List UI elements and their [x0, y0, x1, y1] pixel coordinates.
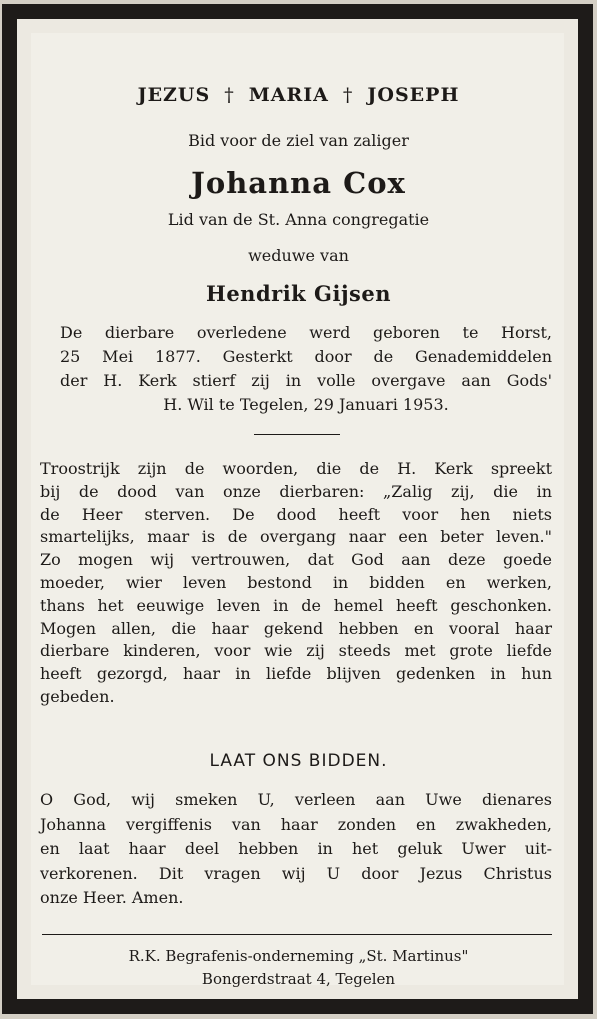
husband-name: Hendrik Gijsen — [205, 281, 392, 306]
prayer-line: verkorenen. Dit vragen wij U door Jezus Christus — [40, 863, 552, 883]
biography — [60, 321, 552, 417]
consolation-line: moeder, wier leven bestond in bidden en werken, — [40, 572, 552, 592]
header-word-jezus: JEZUS — [137, 84, 211, 106]
consolation-line: bij de dood van onze dierbaren: „Zalig zij, die in — [40, 481, 552, 501]
consolation-line: heeft gezorgd, haar in liefde blijven gedenken in hun — [40, 664, 552, 684]
consolation-line: Mogen allen, die haar gekend hebben en vooral haar — [40, 618, 552, 638]
footer-divider — [42, 934, 552, 935]
consolation-line: Troostrijk zijn de woorden, die de H. Kerk spreekt — [40, 459, 552, 478]
holy-family-header — [0, 84, 597, 106]
biography-line: De dierbare overledene werd geboren te Horst, — [60, 323, 552, 342]
header-word-joseph: JOSEPH — [367, 84, 460, 106]
prayer-line: onze Heer. Amen. — [40, 888, 184, 907]
funeral-company: R.K. Begrafenis-onderneming „St. Martinus" — [128, 947, 469, 965]
widow-of-line: weduwe van — [248, 246, 349, 265]
biography-line: 25 Mei 1877. Gesterkt door de Genademiddelen — [60, 347, 552, 366]
consolation-line: de Heer sterven. De dood heeft voor hen niets — [40, 504, 552, 524]
prayer-line: O God, wij smeken U, verleen aan Uwe dienares — [40, 790, 552, 809]
cross-icon: † — [224, 84, 235, 106]
funeral-address: Bongerdstraat 4, Tegelen — [201, 970, 396, 988]
biography-line: der H. Kerk stierf zij in volle overgave aan Gods' — [60, 371, 552, 390]
deceased-name: Johanna Cox — [191, 166, 406, 200]
consolation-line: smartelijks, maar is de overgang naar een beter leven." — [40, 527, 552, 547]
prayer-line: en laat haar deel hebben in het geluk Uwer uit- — [40, 839, 552, 858]
consolation-line: gebeden. — [40, 686, 115, 706]
biography-line: H. Wil te Tegelen, 29 Januari 1953. — [163, 395, 449, 414]
cross-icon: † — [342, 84, 354, 106]
consolation-line: dierbare kinderen, voor wie zij steeds met grote liefde — [40, 641, 552, 661]
section-divider — [254, 434, 340, 435]
consolation-line: thans het eeuwige leven in de hemel heeft geschonken. — [40, 595, 552, 615]
prayer-text — [40, 788, 552, 911]
intro-line: Bid voor de ziel van zaliger — [188, 131, 409, 150]
consolation-text — [40, 458, 552, 709]
header-word-maria: MARIA — [248, 84, 329, 106]
prayer-line: Johanna vergiffenis van haar zonden en zwakheden, — [40, 814, 552, 834]
consolation-line: Zo mogen wij vertrouwen, dat God aan deze goede — [40, 550, 552, 570]
prayer-title: LAAT ONS BIDDEN. — [209, 751, 388, 771]
membership-line: Lid van de St. Anna congregatie — [167, 210, 430, 229]
